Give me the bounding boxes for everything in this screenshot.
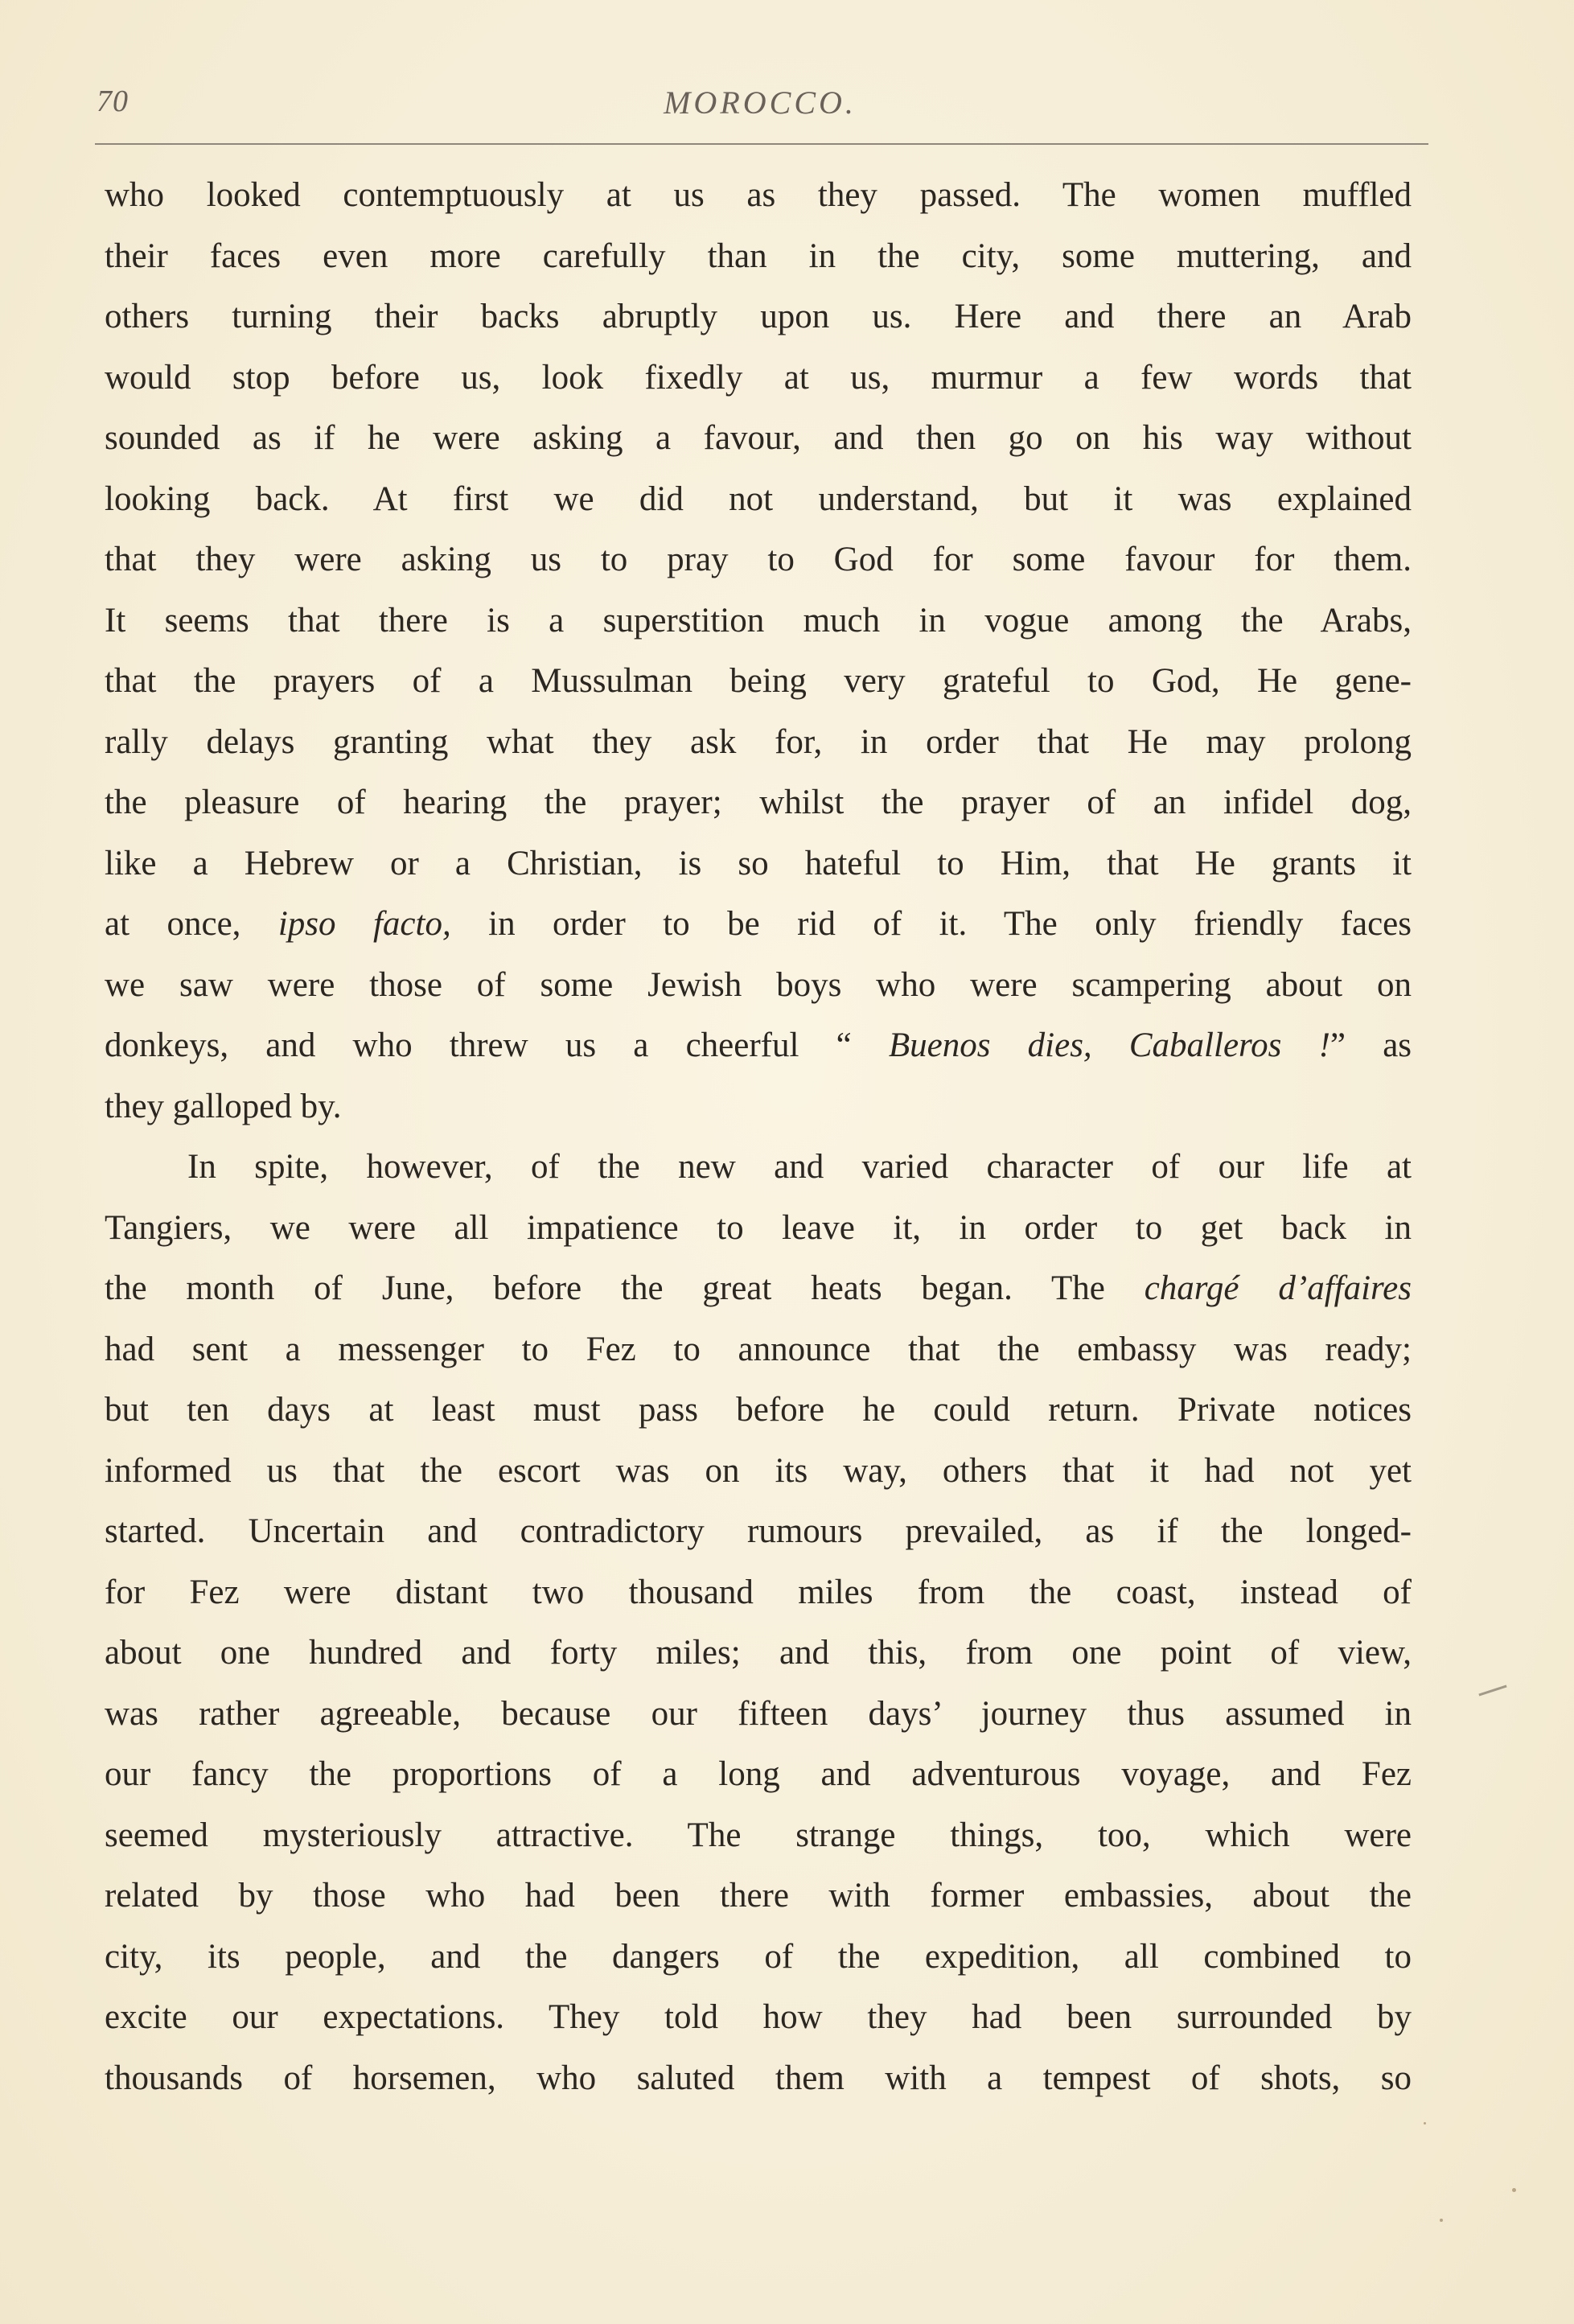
text-run: the month of June, before the great heats began. The bbox=[105, 1269, 1145, 1307]
text-line: excite our expectations. They told how they had been surrounded by bbox=[105, 1998, 1412, 2036]
text-line: that the prayers of a Mussulman being very grateful to God, He gene- bbox=[105, 662, 1412, 700]
text-line: who looked contemptuously at us as they passed. The women muffled bbox=[105, 176, 1412, 214]
text-line bbox=[105, 894, 1412, 955]
running-head bbox=[97, 80, 1424, 129]
text-line: others turning their backs abruptly upon us. Here and there an Arab bbox=[105, 298, 1412, 335]
text-line: rally delays granting what they ask for, in order that He may prolong bbox=[105, 722, 1412, 761]
text-line: their faces even more carefully than in the city, some muttering, and bbox=[105, 237, 1412, 275]
text-line: we saw were those of some Jewish boys who were scampering about on bbox=[105, 965, 1412, 1004]
text-line: In spite, however, of the new and varied character of our life at bbox=[187, 1148, 1412, 1186]
text-line: It seems that there is a superstition much in vogue among the Arabs, bbox=[105, 601, 1412, 640]
text-run: at once, bbox=[105, 905, 278, 943]
paper-speck bbox=[1424, 2122, 1426, 2125]
italic-phrase: Buenos dies, Caballeros ! bbox=[888, 1026, 1330, 1064]
text-line: had sent a messenger to Fez to announce that the embassy was ready; bbox=[105, 1330, 1412, 1368]
margin-mark bbox=[1478, 1685, 1506, 1697]
italic-phrase: ipso facto, bbox=[277, 905, 451, 943]
text-line: the pleasure of hearing the prayer; whilst the prayer of an infidel dog, bbox=[105, 784, 1412, 821]
text-line: for Fez were distant two thousand miles from the coast, instead of bbox=[105, 1573, 1412, 1611]
text-line: thousands of horsemen, who saluted them with a tempest of shots, so bbox=[105, 2059, 1412, 2097]
text-run: in order to be rid of it. The only friendly faces bbox=[450, 905, 1412, 943]
italic-phrase: chargé d’affaires bbox=[1144, 1269, 1412, 1307]
text-line bbox=[105, 1258, 1412, 1319]
text-line: was rather agreeable, because our fifteen days’ journey thus assumed in bbox=[105, 1694, 1412, 1733]
text-line: looking back. At first we did not understand, but it was explained bbox=[105, 479, 1412, 518]
page-number: 70 bbox=[97, 84, 129, 118]
text-line: like a Hebrew or a Christian, is so hateful to Him, that He grants it bbox=[105, 844, 1412, 882]
text-line: started. Uncertain and contradictory rumours prevailed, as if the longed- bbox=[105, 1512, 1412, 1550]
text-run: donkeys, and who threw us a cheerful “ bbox=[105, 1026, 889, 1064]
body-text bbox=[105, 165, 1412, 2108]
text-line: they galloped by. bbox=[105, 1087, 342, 1125]
running-title: MOROCCO. bbox=[664, 84, 857, 121]
text-line bbox=[105, 1015, 1412, 1076]
text-line: informed us that the escort was on its way, others that it had not yet bbox=[105, 1451, 1412, 1490]
text-line: would stop before us, look fixedly at us, murmur a few words that bbox=[105, 358, 1412, 397]
paper-speck bbox=[1512, 2188, 1516, 2192]
header-rule bbox=[95, 143, 1428, 145]
text-line: Tangiers, we were all impatience to leave it, in order to get back in bbox=[105, 1208, 1412, 1247]
text-line: seemed mysteriously attractive. The strange things, too, which were bbox=[105, 1816, 1412, 1854]
text-line: sounded as if he were asking a favour, and then go on his way without bbox=[105, 419, 1412, 457]
text-run: ” as bbox=[1329, 1026, 1412, 1064]
text-line: our fancy the proportions of a long and adventurous voyage, and Fez bbox=[105, 1755, 1412, 1793]
text-line: that they were asking us to pray to God for some favour for them. bbox=[105, 541, 1412, 578]
text-line: about one hundred and forty miles; and this, from one point of view, bbox=[105, 1634, 1412, 1672]
text-line: related by those who had been there with former embassies, about the bbox=[105, 1877, 1412, 1915]
paper-speck bbox=[1440, 2219, 1443, 2222]
text-line: but ten days at least must pass before he could return. Private notices bbox=[105, 1391, 1412, 1429]
text-line: city, its people, and the dangers of the expedition, all combined to bbox=[105, 1937, 1412, 1976]
